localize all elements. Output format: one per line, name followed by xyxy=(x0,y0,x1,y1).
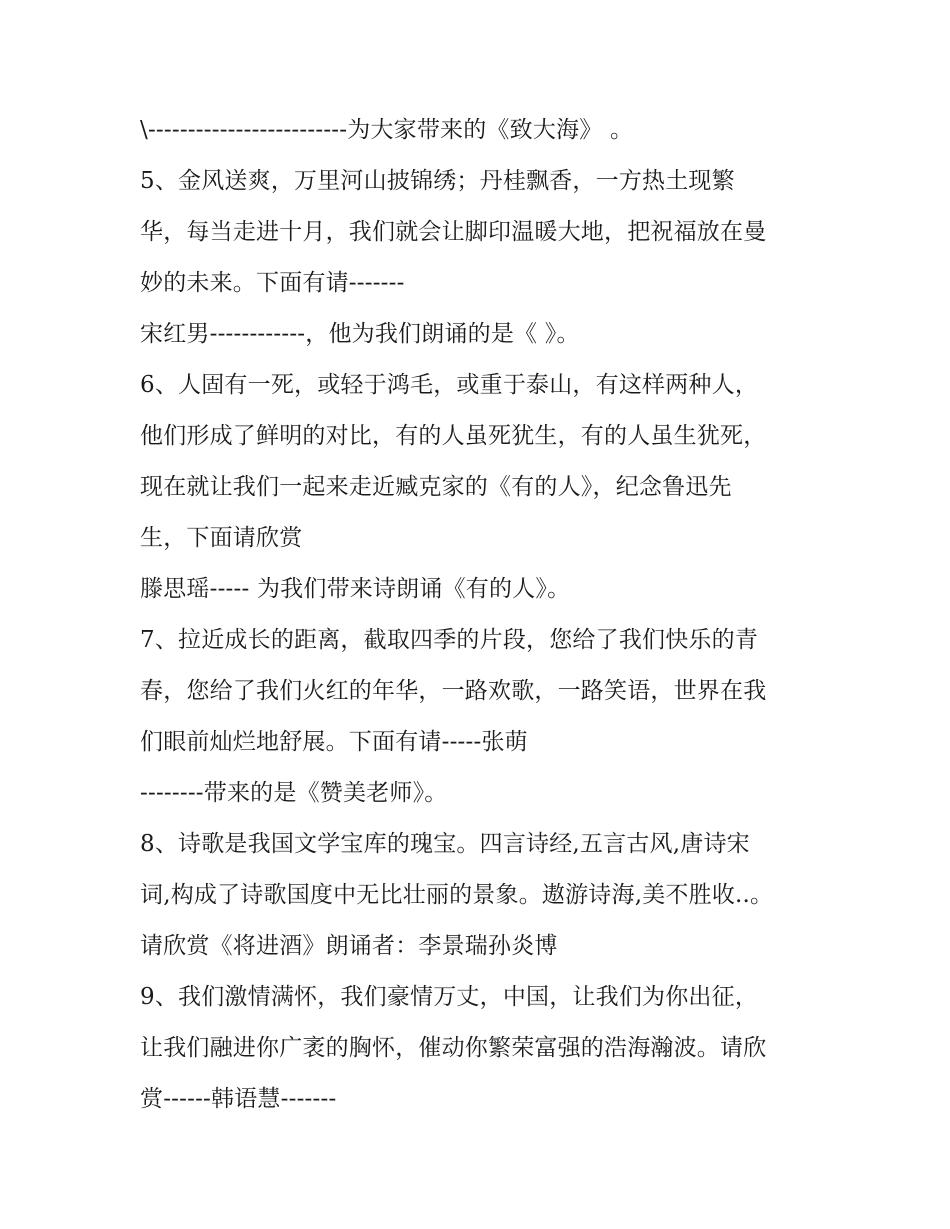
text-line-19: 让我们融进你广袤的胸怀，催动你繁荣富强的浩海瀚波。请欣 xyxy=(140,1035,767,1061)
text-line-14: --------带来的是《赞美老师》。 xyxy=(140,780,448,806)
text-line-17: 请欣赏《将进酒》朗诵者：李景瑞孙炎博 xyxy=(140,933,558,959)
text-line-9: 生，下面请欣赏 xyxy=(140,525,303,551)
text-line-16: 词,构成了诗歌国度中无比壮丽的景象。遨游诗海,美不胜收..。 xyxy=(140,882,774,908)
text-line-3: 华，每当走进十月，我们就会让脚印温暖大地，把祝福放在曼 xyxy=(140,219,767,245)
text-line-8: 现在就让我们一起来走近臧克家的《有的人》，纪念鲁迅先 xyxy=(140,474,732,500)
text-line-2: 5、金风送爽，万里河山披锦绣；丹桂飘香，一方热土现繁 xyxy=(140,168,735,194)
text-line-10: 滕思瑶----- 为我们带来诗朗诵《有的人》。 xyxy=(140,576,571,602)
text-line-18: 9、我们激情满怀，我们豪情万丈，中国，让我们为你出征， xyxy=(140,984,759,1010)
text-line-12: 春，您给了我们火红的年华，一路欢歌，一路笑语，世界在我 xyxy=(140,678,767,704)
text-line-6: 6、人固有一死，或轻于鸿毛，或重于泰山，有这样两种人， xyxy=(140,372,759,398)
text-line-11: 7、拉近成长的距离，截取四季的片段，您给了我们快乐的青 xyxy=(140,627,759,653)
text-line-7: 他们形成了鲜明的对比，有的人虽死犹生，有的人虽生犹死， xyxy=(140,423,767,449)
text-line-13: 们眼前灿烂地舒展。下面有请-----张萌 xyxy=(140,729,528,755)
text-line-4: 妙的未来。下面有请------- xyxy=(140,270,405,296)
document-body xyxy=(140,105,830,1125)
text-line-1: \-------------------------为大家带来的《致大海》 。 xyxy=(140,117,634,143)
text-line-5: 宋红男------------，他为我们朗诵的是《 》。 xyxy=(140,321,580,347)
text-line-20: 赏------韩语慧------- xyxy=(140,1086,337,1112)
text-line-15: 8、诗歌是我国文学宝库的瑰宝。四言诗经,五言古风,唐诗宋 xyxy=(140,831,750,857)
